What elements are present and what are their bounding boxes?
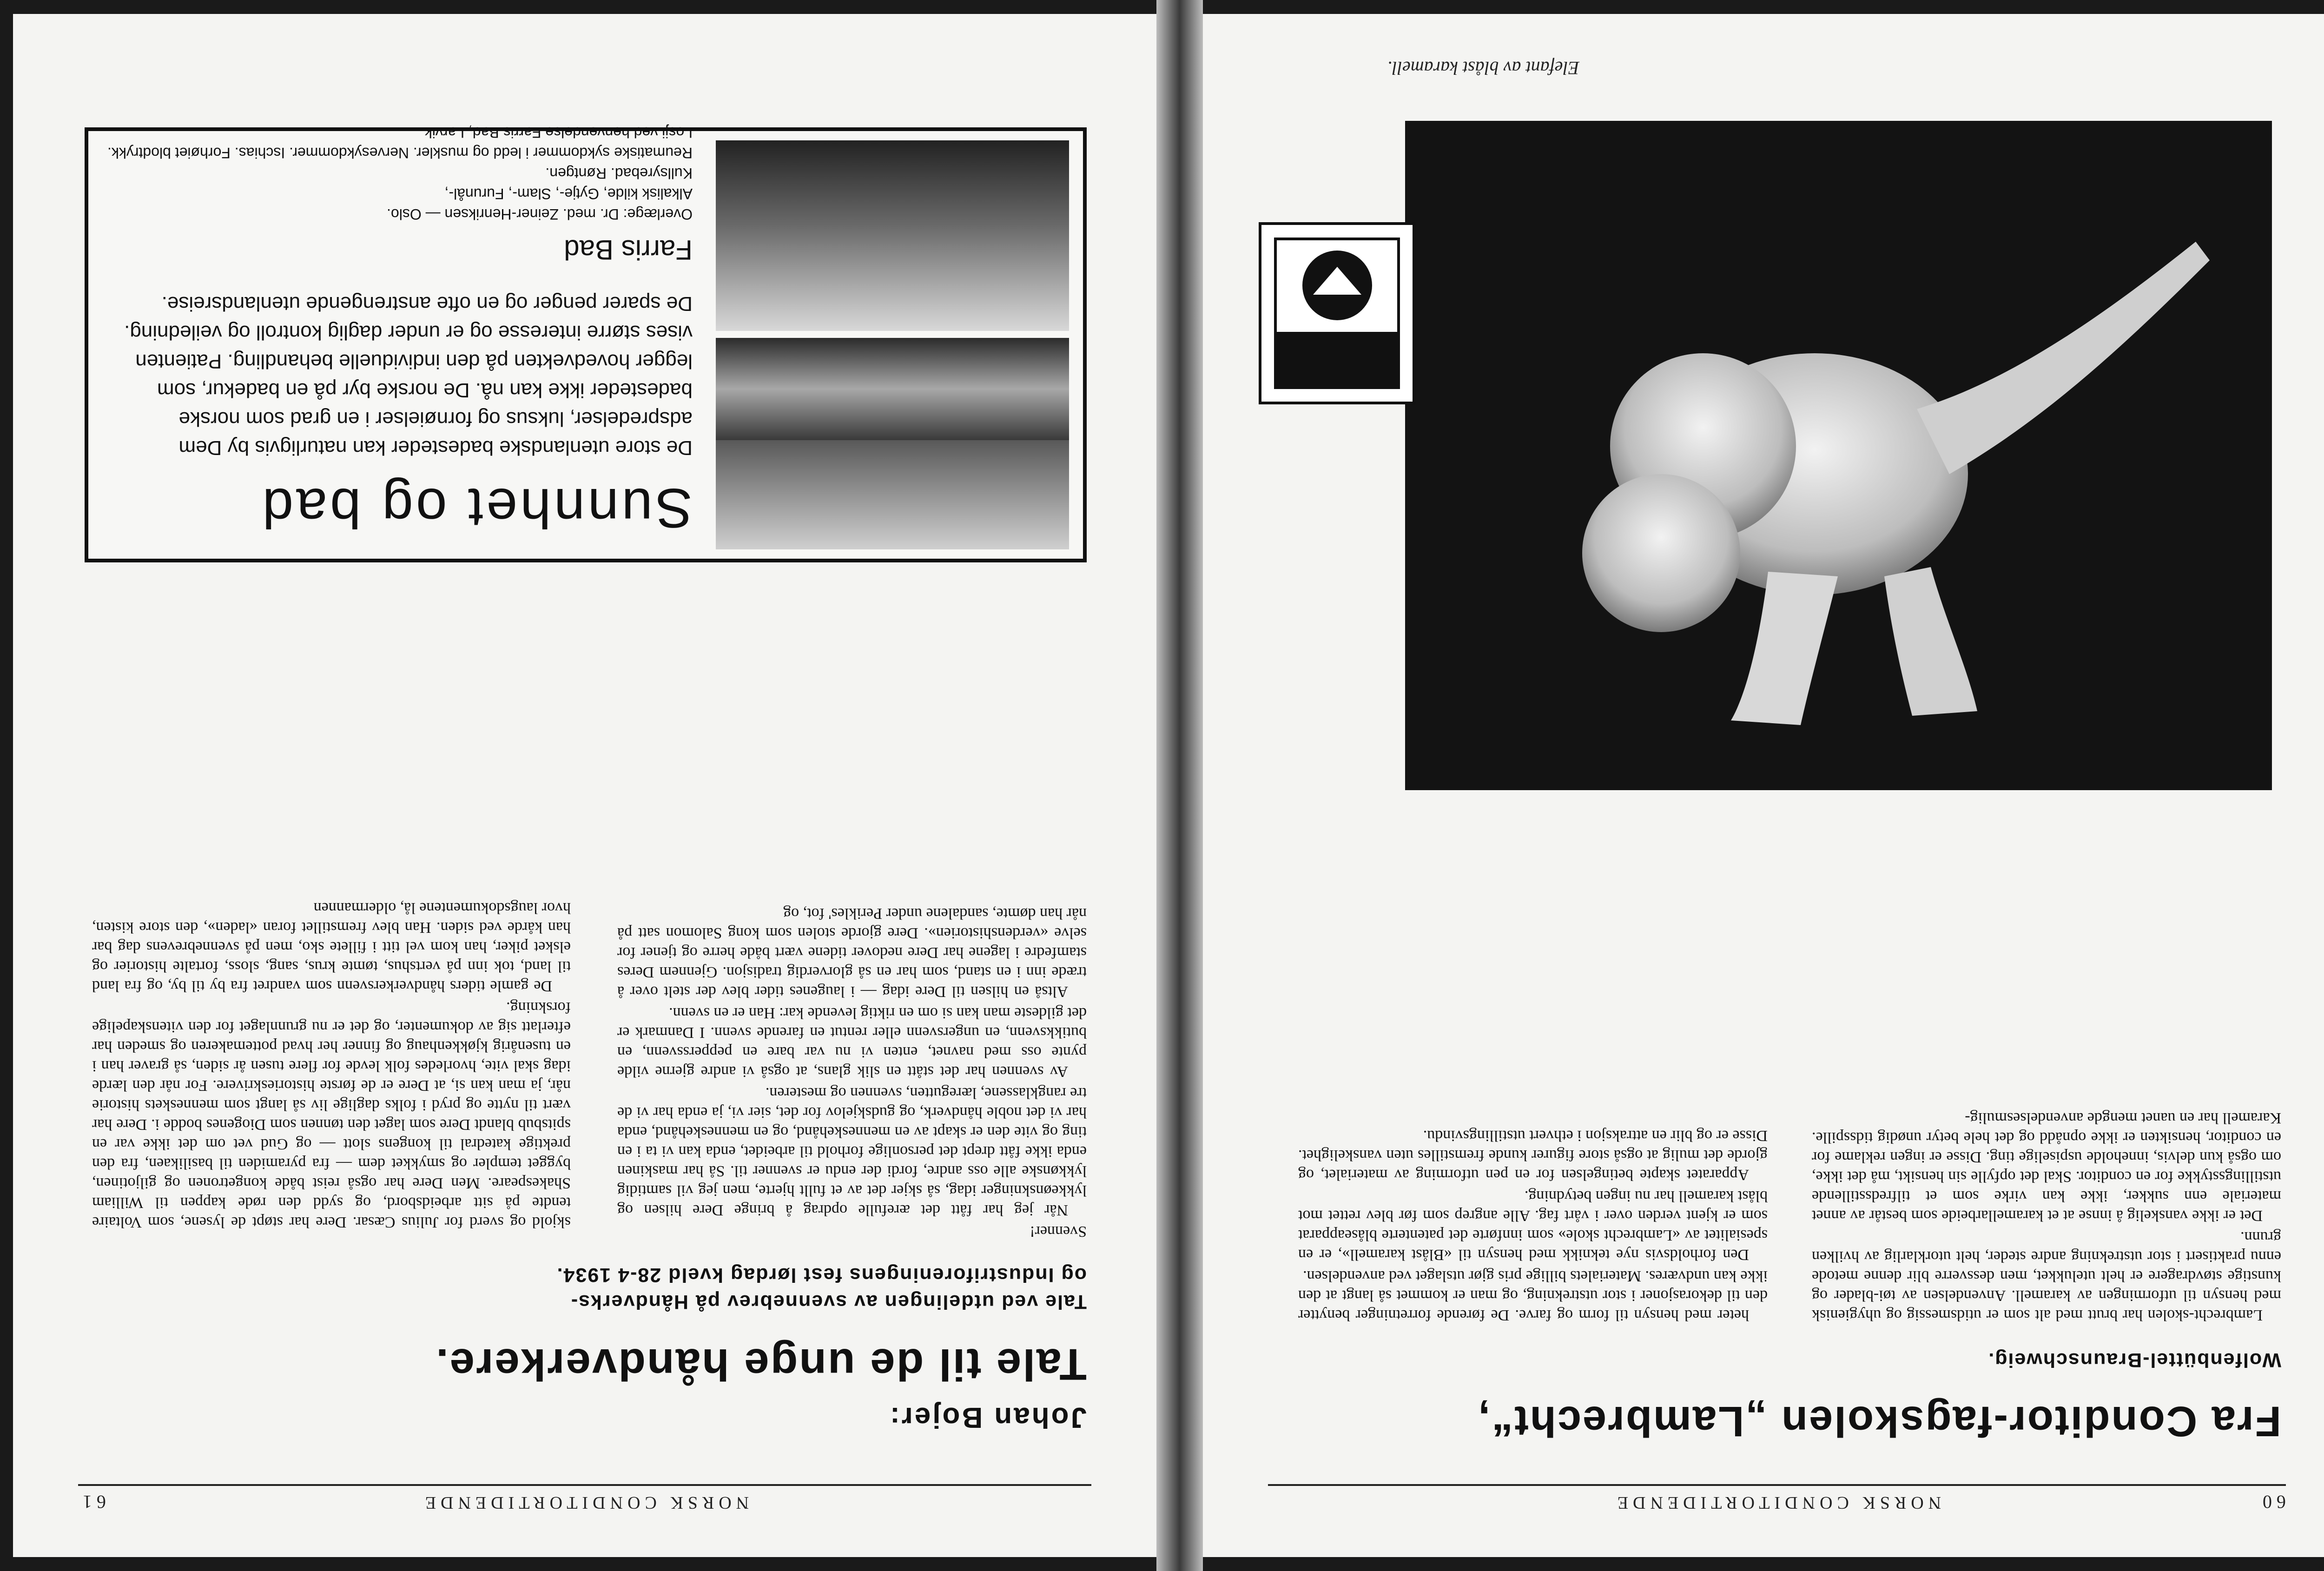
- author-byline: Johan Bojer:: [888, 1401, 1087, 1433]
- article-headline: Fra Conditor-fagskolen „Lambrecht“,: [1477, 1398, 2281, 1445]
- paragraph: Det er ikke vanskelig å innse at et karamellarbeide som består av annet materiale enn sukker, ikke kan virke som et tilfredsstillende utstillingsstykke for en conditor. Skal det opfylle sin hensikt, må det ikke, om også kun delvis, inneholde uspiselige ting. Disse er ingen reklame for en conditor, hensikten er ikke opnådd og det hele betyr unødig tidsspille. Karamell har en uanet mengde anvendelsesmulig-: [1812, 1109, 2281, 1224]
- ad-detail-line: Overlæge: Dr. med. Zeiner-Henriksen — Oslo.: [387, 206, 693, 223]
- article-column-1: [617, 902, 1087, 1241]
- emblem-logo-icon: [1261, 225, 1413, 402]
- salutation: Svenner!: [1030, 1223, 1087, 1240]
- article-column-2: [1298, 1124, 1768, 1325]
- paragraph: Når jeg har fått det ærefulle opdrag å bringe Dere hilsen og lykkeønskninger idag, så skjer det av et fullt hjerte, men jeg vil samtidig lykkønske alle oss andre, fordi der endu er svenner til. Så har maskinen enda ikke fått drept det personlige forhold til arbeidet, enda kan vi ta i en ting og vite den er skapt av en menneskehånd, og en menneskehånd, enda har vi det noble håndverk, og gudskjelov for det, sier vi, ja enda har vi de tre rangklassene, læregutten, svennen og mesteren.: [617, 1084, 1087, 1219]
- blown-sugar-elephant-image: [1405, 121, 2272, 790]
- paragraph: Av svennen har det stått en slik glans, at også vi andre gjerne vilde pynte oss med navnet, enten vi nu var bare en pepperssvenn, en butikksvenn, en ungersvenn eller rentut en farende svenn. I Danmark er det gildeste man kan si om en riktig levende kar: Han er en svenn.: [617, 1004, 1087, 1080]
- ad-photo-park: [716, 338, 1069, 440]
- article-column-1: [1812, 1106, 2281, 1325]
- ad-detail-line: Alkalisk kilde, Gytje-, Slam-, Furunål-,: [444, 185, 693, 202]
- subhead-line: Tale ved utdelingen av svennebrev på Håndverks-: [570, 1291, 1087, 1313]
- elephant-photo: [1405, 121, 2272, 790]
- running-head-text: NORSK CONDITORTIDENDE: [420, 1493, 749, 1512]
- running-head-text: NORSK CONDITORTIDENDE: [1612, 1493, 1941, 1512]
- paragraph: Den forholdsvis nye teknikk med hensyn til «Blåst karamell», er en spesialitet av «Lambrecht skole» som innførte det patenterte blåseapparat som er kjent verden over i vårt fag. Alle angrep som før blev rettet mot blåst karamell har nu ingen betydning.: [1298, 1188, 1768, 1263]
- page-60: [1203, 14, 2324, 1557]
- running-head: [78, 1484, 1091, 1513]
- ad-detail-line: Kullsyrebad. Røntgen.: [545, 165, 693, 182]
- subhead-line: og Industriforeningens fest lørdag kveld 28-4 1934.: [556, 1264, 1087, 1286]
- paragraph: Lambrecht-skolen har brutt med alt som er utidsmessig og uhygienisk med hensyn til utformingen av karamell. Anvendelsen av tøi-blader og kunstige støvdragere er helt utelukket, men dessverre blir denne metode ennu praktisert i stor utstrekning andre steder, helt utorklarlig av hvilken grunn.: [1812, 1228, 2281, 1324]
- ad-text: De store utenlandske badesteder kan naturligvis by Dem adspredelser, luksus og fornøielser i en grad som norske badesteder ikke kan nå. De norske byr på en badekur, som legger hovedvekten på den individuelle behandling. Patienten vises større interesse og er under daglig kontroll og veiledning. De sparer penger og en ofte anstrengende utenlandsreise.: [124, 292, 693, 459]
- ad-detail-line: Reumatiske sykdommer i ledd og muskler. Nervesykdommer. Ischias. Forhøiet blodtrykk.: [107, 145, 693, 161]
- ad-details: [107, 122, 693, 224]
- article-headline: Tale til de unge håndverkere.: [435, 1340, 1087, 1389]
- ad-detail-line: Losji ved henvendelse Farris Bad, Larvik.: [420, 124, 693, 141]
- binding-gutter: [1156, 0, 1203, 1571]
- article-subhead: [556, 1261, 1087, 1315]
- running-head: [1268, 1484, 2286, 1513]
- paragraph: Altså en hilsen til Dere idag — i laugenes tider blev der stelt over å træde inn i en stand, som har en så glorverdig tradisjon. Gjennem Deres stamfedre i lagene har Dere nedover tidene vært både herre og tjener for selve «verdenshistorien». Dere gjorde stolen som kong Salomon satt på når han dømte, sandalene under Perikles' fot, og: [617, 905, 1087, 1000]
- article-column-2: [92, 896, 571, 1232]
- page-number: 61: [78, 1492, 106, 1512]
- ad-content: [107, 122, 693, 540]
- paragraph: De gamle tiders håndverkersvenn som vandret fra by til by, og fra land til land, tok inn på vertshus, tømte krus, sang, sloss, fortalte historier og elsket piker, han kom vel titt i fillete sko, men på svennebrevens dag bar han kårde ved siden. Han blev fremstillet foran «laden», den store kisten, hvor laugsdokumentene lå, oldermannen: [92, 899, 571, 995]
- paragraph: heter med hensyn til form og farve. De førende forretninger benytter den til dekorasjoner i stor utstrekning, og man er kommet så langt at den ikke kan undværes. Materialets billige pris gjør utslaget ved anvendelsen.: [1298, 1267, 1768, 1324]
- article-subhead: Wolfenbüttel-Braunschweig.: [1987, 1349, 2281, 1371]
- photo-caption: Elefant av blåst karamell.: [1387, 58, 1579, 79]
- farris-bad-advertisement: [85, 124, 1087, 562]
- page-61: [13, 14, 1156, 1557]
- ad-title: Sunnhet og bad: [259, 477, 693, 539]
- page-number: 60: [2258, 1492, 2286, 1512]
- paragraph: skjold og sverd for Julius Cæsar. Dere har støpt de lysene, som Voltaire tendte på sitt arbeidsbord, og sydd den røde kappen til William Shakespeare. Men Dere har også reist både kongetronen og giljotinen, bygget templer og smykket dem — fra pyramiden til basilikaen, fra den prektige katedral til kongens slott — og Gud vet om det ikke var en spitsbub blandt Dere som laget den tønnen som Diogenes bodde i. Dere har vært til nytte og pryd i folks daglige liv så langt som menneskets historie når, ja man kan si, at Dere er de første historieskrivere. For når den lærde idag skal vite, hvorledes folk levde for flere tusen år siden, så graver han i en tusenårig kjøkkenhaug og finner her hvad pottemakeren og smeden har efterlatt sig av dokumenter, og det er nu grunnlaget for den vitenskapelige forskning.: [92, 999, 571, 1231]
- paragraph: Apparatet skapte betingelsen for en pen utforming av materialet, og gjorde det mulig at også store figurer kunde fremstilles uten vanskelighet. Disse er og blir en attraksjon i ethvert utstillingsvindu.: [1298, 1127, 1768, 1183]
- school-emblem: [1259, 222, 1415, 404]
- ad-photo-spa: [716, 140, 1069, 331]
- ad-name: Farris Bad: [564, 234, 693, 265]
